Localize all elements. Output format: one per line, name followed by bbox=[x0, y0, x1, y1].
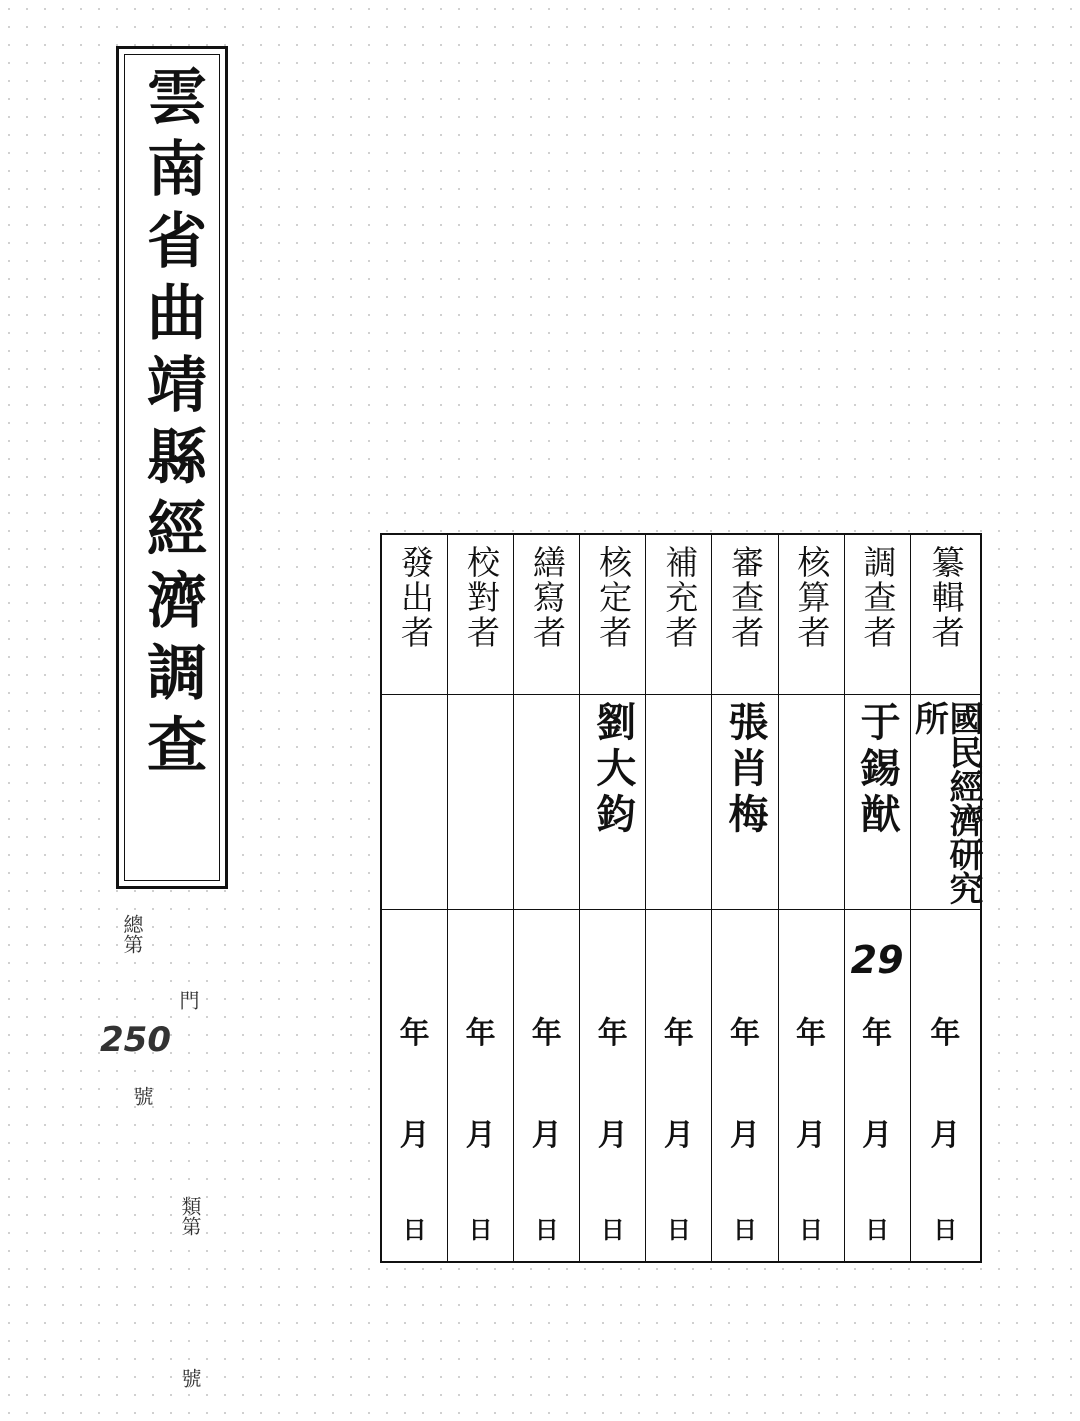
credit-role: 調查者 bbox=[858, 545, 898, 650]
credit-month: 月 bbox=[796, 1118, 827, 1153]
document-title: 雲南省曲靖縣經濟調查 bbox=[137, 65, 207, 785]
credit-role: 審查者 bbox=[726, 545, 766, 650]
credit-role: 補充者 bbox=[660, 545, 700, 650]
catalog-category-label: 類第 bbox=[178, 1196, 202, 1236]
credit-day: 日 bbox=[402, 1215, 427, 1244]
credit-column bbox=[778, 535, 844, 1261]
credit-month: 月 bbox=[862, 1118, 893, 1153]
credit-role: 核定者 bbox=[594, 545, 634, 650]
credit-role: 校對者 bbox=[461, 545, 501, 650]
credit-column bbox=[844, 535, 910, 1261]
credit-year: 年 bbox=[862, 1016, 893, 1051]
credit-day: 日 bbox=[732, 1215, 757, 1244]
credit-month: 月 bbox=[531, 1118, 562, 1153]
credit-month: 月 bbox=[597, 1118, 628, 1153]
credit-day: 日 bbox=[534, 1215, 559, 1244]
credit-column bbox=[908, 535, 983, 1261]
credit-day: 日 bbox=[666, 1215, 691, 1244]
credit-year: 年 bbox=[729, 1016, 760, 1051]
credit-day: 日 bbox=[933, 1215, 958, 1244]
credit-year: 年 bbox=[597, 1016, 628, 1051]
credit-day: 日 bbox=[468, 1215, 493, 1244]
credits-table bbox=[380, 533, 982, 1263]
credit-role: 纂輯者 bbox=[926, 545, 966, 650]
catalog-number-suffix: 號 bbox=[130, 1086, 154, 1106]
credit-column bbox=[645, 535, 711, 1261]
title-box bbox=[116, 46, 228, 889]
credit-column bbox=[513, 535, 579, 1261]
credit-month: 月 bbox=[729, 1118, 760, 1153]
credit-year: 年 bbox=[531, 1016, 562, 1051]
credit-month: 月 bbox=[399, 1118, 430, 1153]
catalog-category-suffix: 號 bbox=[178, 1368, 202, 1388]
credit-year: 年 bbox=[465, 1016, 496, 1051]
credit-month: 月 bbox=[930, 1118, 961, 1153]
catalog-section-label: 門 bbox=[176, 990, 200, 1010]
credit-year-value: 29 bbox=[850, 938, 904, 982]
credit-name: 于錫猷 bbox=[854, 701, 902, 839]
credit-column bbox=[382, 535, 447, 1261]
catalog-total-label: 總第 bbox=[120, 914, 144, 954]
credit-role: 繕寫者 bbox=[528, 545, 568, 650]
credit-year: 年 bbox=[930, 1016, 961, 1051]
credit-year: 年 bbox=[399, 1016, 430, 1051]
credit-day: 日 bbox=[865, 1215, 890, 1244]
credit-year: 年 bbox=[663, 1016, 694, 1051]
catalog-number: 250 bbox=[100, 1020, 171, 1060]
credit-column bbox=[711, 535, 777, 1261]
credit-year: 年 bbox=[796, 1016, 827, 1051]
credit-month: 月 bbox=[663, 1118, 694, 1153]
credit-day: 日 bbox=[600, 1215, 625, 1244]
credit-name: 劉大鈞 bbox=[589, 701, 637, 839]
credit-name: 國民經濟研究所 bbox=[908, 701, 983, 905]
credit-name: 張肖梅 bbox=[721, 701, 769, 839]
credit-role: 核算者 bbox=[792, 545, 832, 650]
credit-role: 發出者 bbox=[395, 545, 435, 650]
credit-month: 月 bbox=[465, 1118, 496, 1153]
credit-column bbox=[447, 535, 513, 1261]
credit-column bbox=[579, 535, 645, 1261]
credit-day: 日 bbox=[799, 1215, 824, 1244]
